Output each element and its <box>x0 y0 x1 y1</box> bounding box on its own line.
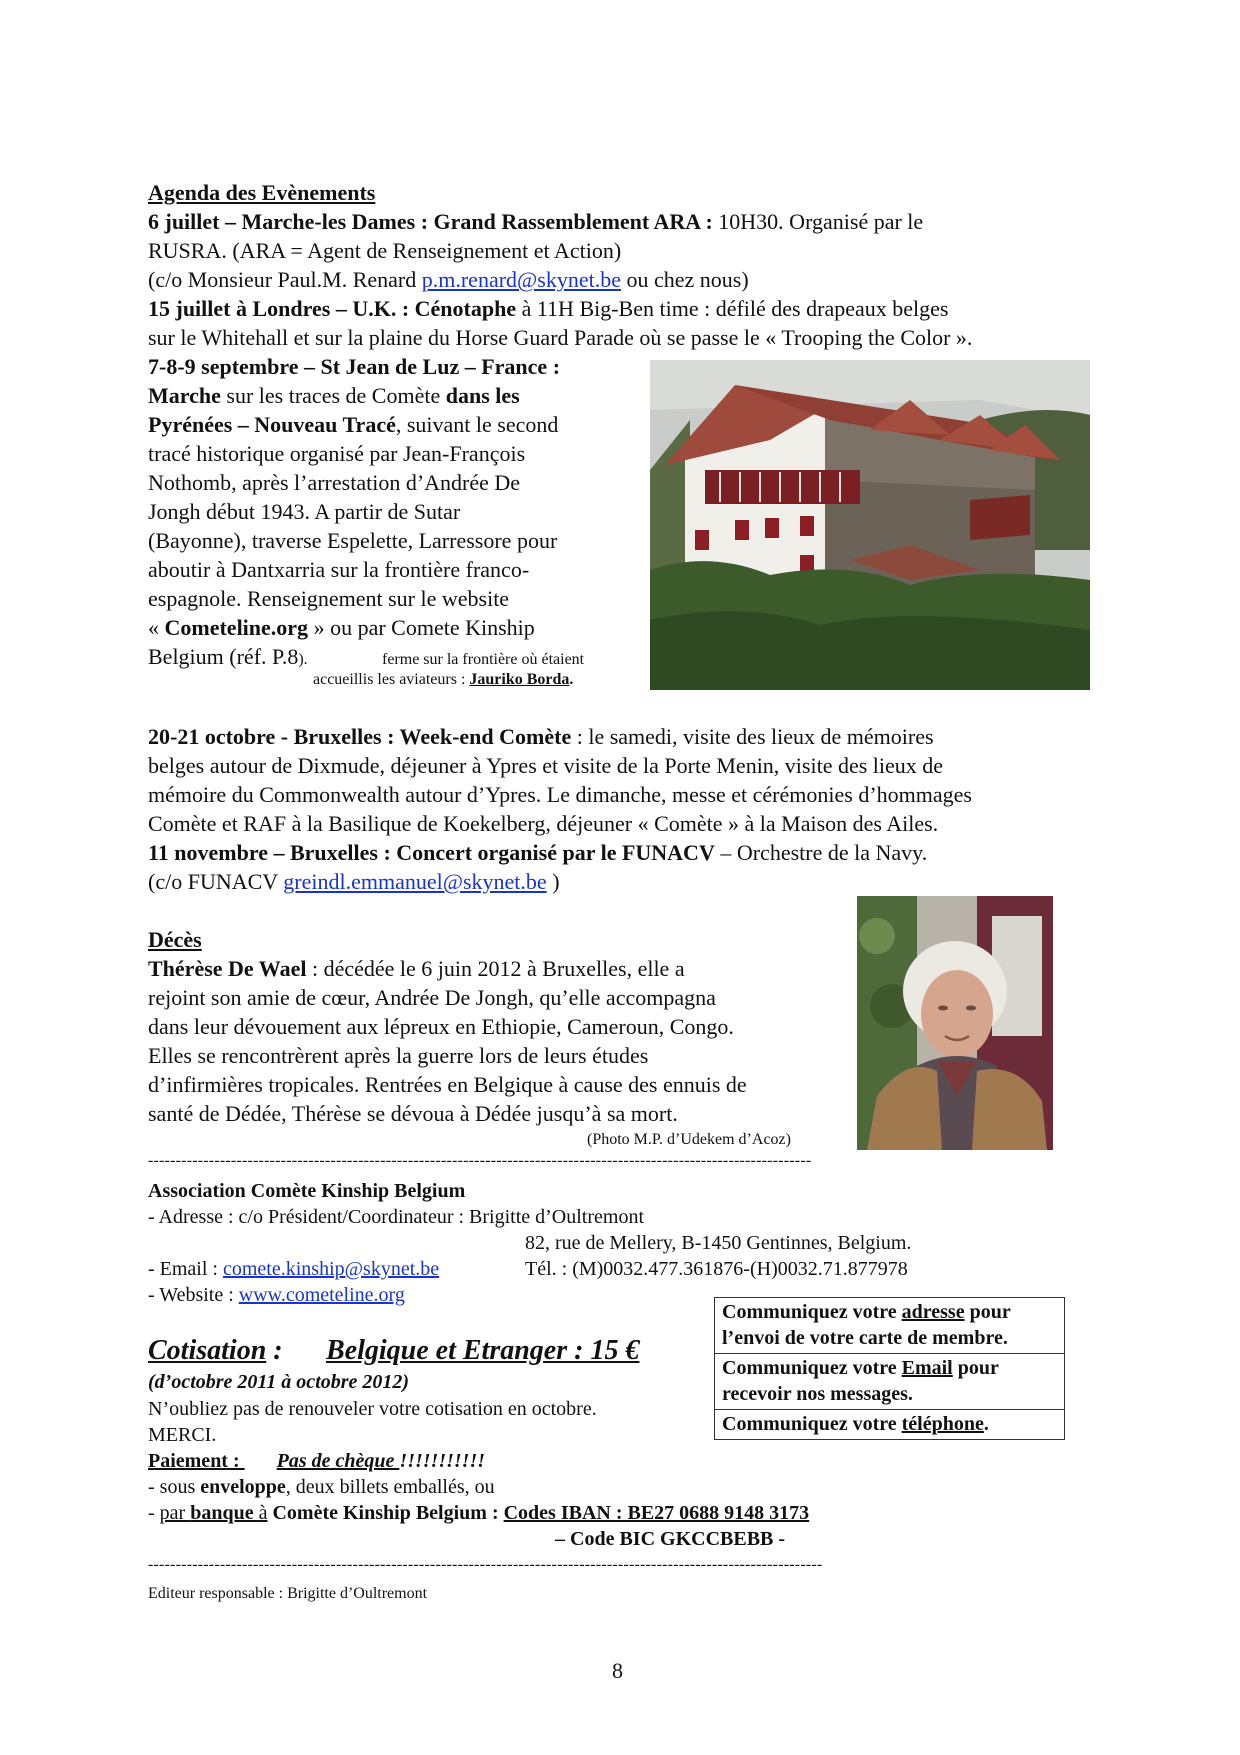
photo-caption-line-1: ferme sur la frontière où étaient <box>382 651 585 668</box>
payment-envelope: - sous enveloppe, deux billets emballés, ou <box>148 1476 495 1498</box>
event-3-line-7: aboutir à Dantxarria sur la frontière franco- <box>148 557 530 582</box>
page-number: 8 <box>612 1658 623 1683</box>
deces-title: Décès <box>148 927 202 952</box>
event-3-line-4: Nothomb, après l’arrestation d’Andrée De <box>148 470 521 495</box>
event-4-line-4: Comète et RAF à la Basilique de Koekelberg, déjeuner « Comète » à la Maison des Ailes. <box>148 811 939 836</box>
portrait-photo <box>857 896 1053 1150</box>
event-3-line-10: Belgium (réf. P.8). <box>148 644 308 669</box>
communication-boxes <box>714 1297 1065 1440</box>
event-4-line-1: 20-21 octobre - Bruxelles : Week-end Comète : le samedi, visite des lieux de mémoires <box>148 724 934 749</box>
farmhouse-photo <box>650 360 1090 690</box>
event-4-line-3: mémoire du Commonwealth autour d’Ypres. Le dimanche, messe et cérémonies d’hommages <box>148 782 972 807</box>
deces-line-1: Thérèse De Wael : décédée le 6 juin 2012 à Bruxelles, elle a <box>148 956 685 981</box>
agenda-title: Agenda des Evènements <box>148 180 376 205</box>
email-link-renard[interactable]: p.m.renard@skynet.be <box>421 267 621 292</box>
box-telephone: Communiquez votre téléphone. <box>715 1409 1064 1439</box>
payment-bic: – Code BIC GKCCBEBB - <box>555 1528 786 1550</box>
event-3-line-3: tracé historique organisé par Jean-François <box>148 441 526 466</box>
website-link[interactable]: www.cometeline.org <box>238 1284 405 1306</box>
event-2-line-2: sur le Whitehall et sur la plaine du Horse Guard Parade où se passe le « Trooping the Color ». <box>148 325 973 350</box>
separator-line: ------------------------------------------------------------------------------------------------------------------------ <box>148 1152 812 1169</box>
deces-line-6: santé de Dédée, Thérèse se dévoua à Dédée jusqu’à sa mort. <box>148 1101 678 1126</box>
event-1-line-3: (c/o Monsieur Paul.M. Renard p.m.renard@skynet.be ou chez nous) <box>148 267 749 292</box>
payment-bank: - par banque à Comète Kinship Belgium : Codes IBAN : BE27 0688 9148 3173 <box>148 1502 810 1524</box>
association-title: Association Comète Kinship Belgium <box>148 1180 466 1202</box>
event-3-line-8: espagnole. Renseignement sur le website <box>148 586 510 611</box>
event-3-line-6: (Bayonne), traverse Espelette, Larressore pour <box>148 528 558 553</box>
email-link-greindl[interactable]: greindl.emmanuel@skynet.be <box>283 869 547 894</box>
event-5-line-1: 11 novembre – Bruxelles : Concert organisé par le FUNACV – Orchestre de la Navy. <box>148 840 928 865</box>
email-link-comete[interactable]: comete.kinship@skynet.be <box>222 1258 440 1280</box>
event-3-line-9: « Cometeline.org » ou par Comete Kinship <box>148 615 535 640</box>
cotisation-thanks: MERCI. <box>148 1424 217 1446</box>
event-3-line-5: Jongh début 1943. A partir de Sutar <box>148 499 461 524</box>
cotisation-amount: Belgique et Etranger : 15 € <box>326 1335 640 1366</box>
separator-line-bottom: -------------------------------------------------------------------------------------------------------------------------- <box>148 1556 823 1573</box>
deces-line-2: rejoint son amie de cœur, Andrée De Jongh, qu’elle accompagna <box>148 985 716 1010</box>
cotisation-heading: Cotisation : <box>148 1335 283 1366</box>
association-phone: Tél. : (M)0032.477.361876-(H)0032.71.877978 <box>525 1258 908 1280</box>
event-3-line-2: Pyrénées – Nouveau Tracé, suivant le second <box>148 412 559 437</box>
cotisation-period: (d’octobre 2011 à octobre 2012) <box>148 1371 410 1393</box>
cotisation-reminder: N’oubliez pas de renouveler votre cotisation en octobre. <box>148 1398 597 1420</box>
association-website-line: - Website : www.cometeline.org <box>148 1284 405 1306</box>
photo-caption-line-2: accueillis les aviateurs : Jauriko Borda. <box>313 671 574 688</box>
event-3-line-1: Marche sur les traces de Comète dans les <box>148 383 520 408</box>
deces-line-4: Elles se rencontrèrent après la guerre lors de leurs études <box>148 1043 649 1068</box>
payment-line: Paiement : Pas de chèque !!!!!!!!!!! <box>148 1450 486 1472</box>
association-address-line-1: - Adresse : c/o Président/Coordinateur : Brigitte d’Oultremont <box>148 1206 645 1228</box>
event-2-line-1: 15 juillet à Londres – U.K. : Cénotaphe à 11H Big-Ben time : défilé des drapeaux belges <box>148 296 949 321</box>
deces-line-3: dans leur dévouement aux lépreux en Ethiopie, Cameroun, Congo. <box>148 1014 734 1039</box>
association-address-line-2: 82, rue de Mellery, B-1450 Gentinnes, Belgium. <box>525 1232 912 1254</box>
association-email-line: - Email : comete.kinship@skynet.be <box>148 1258 440 1280</box>
editor-responsible: Editeur responsable : Brigitte d’Oultremont <box>148 1585 428 1602</box>
event-1-line-1: 6 juillet – Marche-les Dames : Grand Rassemblement ARA : 10H30. Organisé par le <box>148 209 924 234</box>
event-5-line-2: (c/o FUNACV greindl.emmanuel@skynet.be ) <box>148 869 560 894</box>
event-4-line-2: belges autour de Dixmude, déjeuner à Ypres et visite de la Porte Menin, visite des lieux de <box>148 753 944 778</box>
event-1-line-2: RUSRA. (ARA = Agent de Renseignement et Action) <box>148 238 622 263</box>
event-3-heading: 7-8-9 septembre – St Jean de Luz – France : <box>148 354 561 379</box>
deces-line-5: d’infirmières tropicales. Rentrées en Belgique à cause des ennuis de <box>148 1072 747 1097</box>
box-address: Communiquez votre adresse pour l’envoi de votre carte de membre. <box>722 1301 1011 1349</box>
photo-credit: (Photo M.P. d’Udekem d’Acoz) <box>587 1131 791 1148</box>
box-email: Communiquez votre Email pour recevoir nos messages. <box>715 1353 1064 1409</box>
